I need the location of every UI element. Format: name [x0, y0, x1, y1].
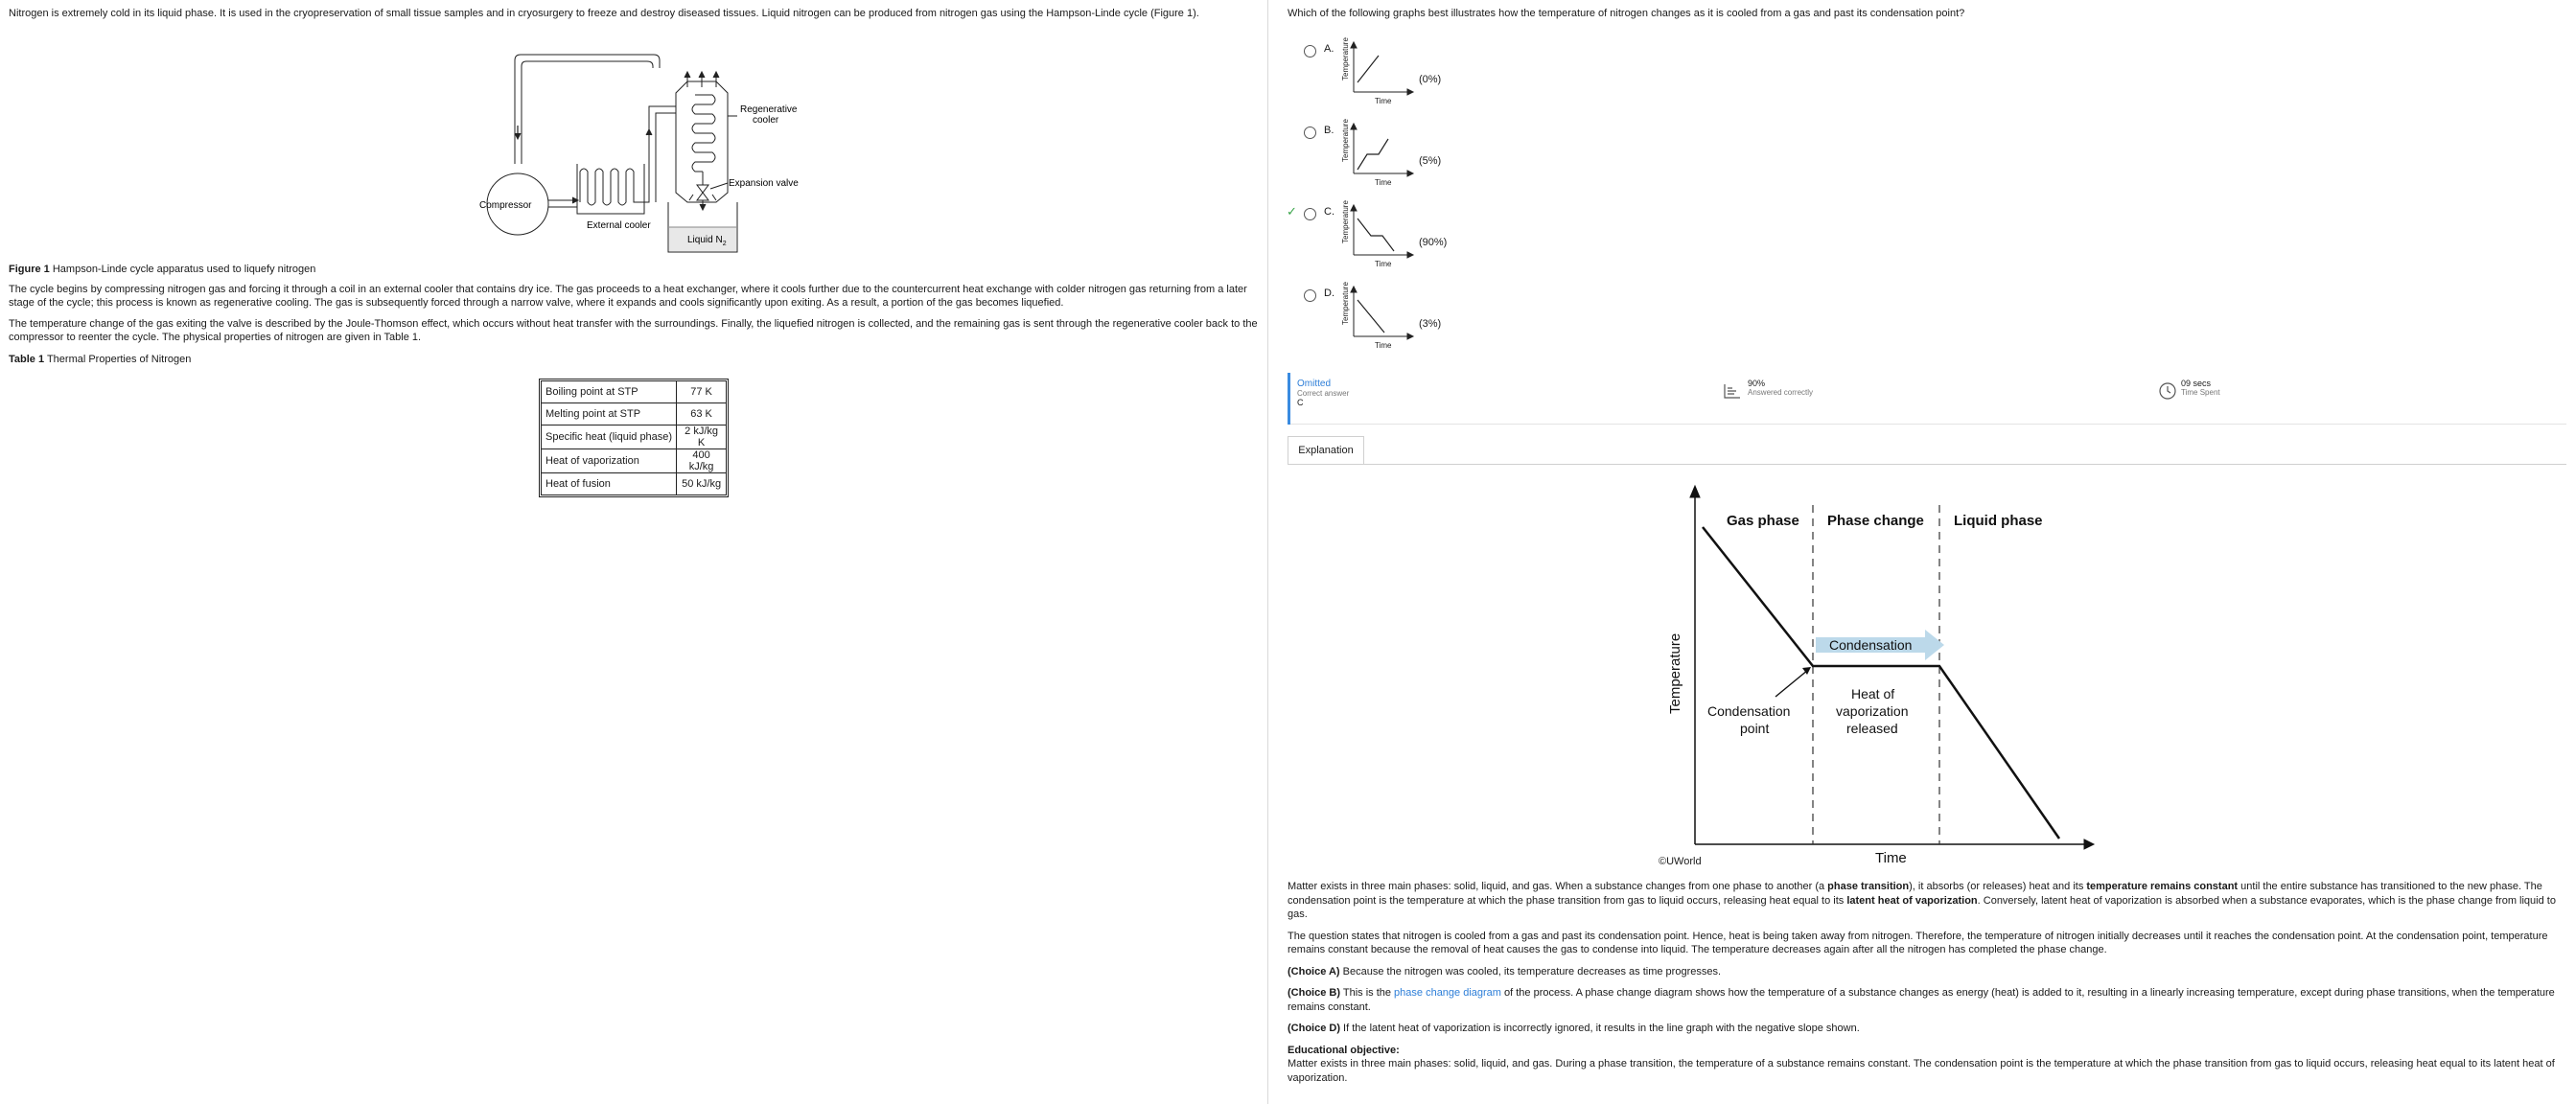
external-cooler-label: External cooler [587, 220, 651, 231]
gas-phase-label: Gas phase [1727, 513, 1799, 529]
svg-text:Temperature: Temperature [1341, 200, 1350, 243]
question-pane [1268, 0, 2576, 1104]
heat-label-2: vaporization [1836, 703, 1909, 719]
choice-c[interactable]: ✓ C. Temperature Time (90%) [1287, 200, 1448, 268]
question-text: Which of the following graphs best illustrates how the temperature of nitrogen changes as it is cooled from a gas and past its condensation point? [1288, 8, 1965, 19]
choice-b[interactable]: B. Temperature Time (5%) [1288, 100, 2566, 181]
passage-pane [0, 0, 1267, 1104]
tab-underline [1288, 464, 2566, 465]
explanation-choice-b: (Choice B) This is the phase change diagram of the process. A phase change diagram shows how the temperature of a substance changes as energy (heat) is added to it, resulting in a linearly increasing temperature, except during phase transitions, when the temperature remains constant. [1288, 987, 2555, 1013]
radio-a[interactable] [1304, 45, 1316, 58]
radio-d[interactable] [1304, 289, 1316, 302]
table-row: Melting point at STP 63 K [542, 403, 727, 426]
tab-explanation[interactable]: Explanation [1288, 436, 1364, 465]
passage-intro: Nitrogen is extremely cold in its liquid phase. It is used in the cryopreservation of small tissue samples and in cryosurgery to freeze and destroy diseased tissues. Liquid nitrogen can be produced from nitrogen gas using the Hampson-Linde cycle (Figure 1). [9, 8, 1199, 19]
svg-text:Time: Time [1375, 260, 1392, 268]
x-axis-label: Time [1875, 850, 1907, 866]
choice-a[interactable]: A. Temperature Time (0%) [1288, 18, 2566, 100]
svg-text:Time: Time [1375, 97, 1392, 105]
educational-objective-label: Educational objective: [1288, 1044, 1400, 1056]
percent-correct: 90% Answered correctly [1725, 379, 1813, 397]
status-accent-bar [1288, 373, 1290, 425]
answer-stats-bar [1288, 373, 2566, 425]
condensation-label: Condensation [1829, 637, 1913, 653]
phase-change-diagram-link[interactable]: phase change diagram [1394, 987, 1501, 999]
svg-text:Temperature: Temperature [1341, 37, 1350, 80]
radio-c[interactable] [1304, 208, 1316, 220]
bar-chart-icon [1723, 382, 1742, 400]
choice-c-graph [1340, 200, 1415, 270]
svg-text:Time: Time [1375, 178, 1392, 187]
figure-1 [9, 28, 1276, 247]
omitted-status: Omitted Correct answer C [1297, 379, 1350, 407]
explanation-choice-d: (Choice D) If the latent heat of vaporization is incorrectly ignored, it results in the line graph with the negative slope shown. [1288, 1023, 1860, 1034]
svg-text:Temperature: Temperature [1341, 282, 1350, 325]
explanation-text [1288, 880, 2566, 1092]
liquid-phase-label: Liquid phase [1954, 513, 2043, 529]
table-row: Boiling point at STP 77 K [542, 381, 727, 403]
time-spent: 09 secs Time Spent [2160, 379, 2220, 397]
compressor-label: Compressor [479, 200, 532, 211]
condensation-point-label-2: point [1740, 721, 1770, 736]
heat-label-1: Heat of [1851, 686, 1895, 702]
explanation-para-1: Matter exists in three main phases: solid, liquid, and gas. When a substance changes from one phase to another (a phase transition), it absorbs (or releases) heat and its temperature remains constant until the entire substance has transitioned to the new phase. The condensation point is the temperature at which the phase transition from gas to liquid occurs, releasing heat equal to its latent heat of vaporization. Conversely, latent heat of vaporization is absorbed when a substance evaporates, which is the phase change from liquid to gas. [1288, 881, 2556, 920]
cooler-label: cooler [753, 115, 779, 126]
condensation-point-label-1: Condensation [1707, 703, 1791, 719]
choice-d-graph [1340, 282, 1415, 352]
thermal-properties-table [541, 380, 727, 495]
regenerative-label: Regenerative [740, 104, 798, 115]
explanation-choice-a: (Choice A) Because the nitrogen was cooled, its temperature decreases as time progresses. [1288, 965, 1722, 978]
passage-para-2: The temperature change of the gas exiting the valve is described by the Joule-Thomson effect, which occurs without heat transfer with the surroundings. Finally, the liquefied nitrogen is collected, and the remaining gas is sent through the regenerative cooler back to the compressor to reenter the cycle. The physical properties of nitrogen are given in Table 1. [9, 318, 1258, 343]
explanation-para-2: The question states that nitrogen is cooled from a gas and past its condensation point. Hence, heat is being taken away from nitrogen. Therefore, the temperature of nitrogen initially decreases until it reaches the condensation point. At the condensation point, temperature remains constant because the removal of heat causes the gas to condense into liquid. The temperature decreases again after all the nitrogen has completed the phase change. [1288, 930, 2548, 955]
hampson-linde-diagram [476, 49, 802, 255]
choice-b-graph [1340, 119, 1415, 189]
phase-change-label: Phase change [1827, 513, 1924, 529]
table-row: Heat of fusion 50 kJ/kg [542, 473, 727, 495]
choice-d[interactable]: D. Temperature Time (3%) [1288, 263, 2566, 344]
liquid-n2-label: Liquid $N_2$ [687, 235, 727, 247]
radio-b[interactable] [1304, 126, 1316, 139]
y-axis-label: Temperature [1667, 632, 1683, 714]
copyright: ©UWorld [1659, 856, 1702, 867]
educational-objective: Matter exists in three main phases: solid, liquid, and gas. During a phase transition, the temperature of a substance remains constant. The condensation point is the temperature at which the phase transition from gas to liquid occurs, releasing heat equal to its latent heat of vaporization. [1288, 1058, 2555, 1084]
svg-text:Time: Time [1375, 341, 1392, 350]
clock-icon [2158, 381, 2177, 401]
table-caption: Table 1 Thermal Properties of Nitrogen [9, 354, 192, 365]
check-icon: ✓ [1287, 204, 1297, 218]
figure-caption: Figure 1 Hampson-Linde cycle apparatus used to liquefy nitrogen [9, 264, 316, 275]
passage-para-1: The cycle begins by compressing nitrogen gas and forcing it through a coil in an external cooler that contains dry ice. The gas proceeds to a heat exchanger, where it cools further due to the countercurrent heat exchange with colder nitrogen gas returning from a later stage of the cycle; this process is known as regenerative cooling. The gas is subsequently forced through a narrow valve, where it expands and cools significantly upon exiting. As a result, a portion of the gas becomes liquefied. [9, 284, 1247, 309]
choice-a-graph [1340, 37, 1415, 107]
table-row: Specific heat (liquid phase) 2 kJ/kg K [542, 426, 727, 449]
table-row: Heat of vaporization 400 kJ/kg [542, 449, 727, 473]
expansion-valve-label: Expansion valve [729, 178, 799, 189]
heat-label-3: released [1846, 721, 1898, 736]
svg-text:Temperature: Temperature [1341, 119, 1350, 162]
